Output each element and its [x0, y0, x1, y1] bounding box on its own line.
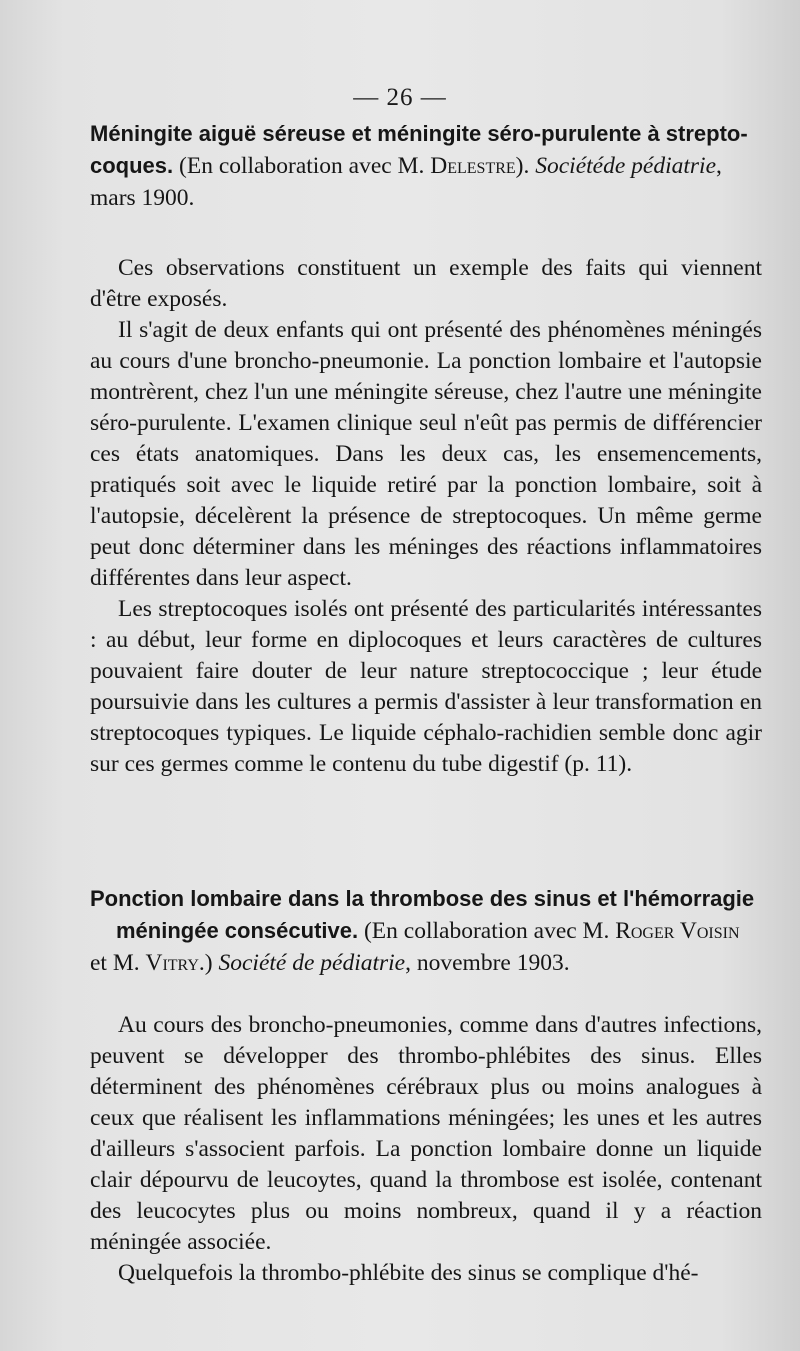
section-1-title-bold: Méningite aiguë séreuse et méningite séro-purulente à strepto-coques.	[90, 121, 748, 178]
section-2-title-close: .)	[198, 950, 219, 976]
section-1-title-collab: (En collaboration avec M.	[173, 153, 431, 179]
page-number: — 26 —	[353, 84, 447, 111]
section-2-author-1: Roger Voisin	[615, 918, 740, 944]
section-2-title-and: et M.	[90, 950, 146, 976]
section-2-date: , novembre 1903.	[405, 950, 570, 976]
section-1-paragraph-1: Ces observations constituent un exemple des faits qui viennent d'être exposés.	[90, 255, 762, 312]
section-1-journal: Sociétéde pédiatrie	[535, 153, 716, 179]
section-2-paragraph-1: Au cours des broncho-pneumonies, comme dans d'autres infections, peuvent se développer des thrombo-phlébites des sinus. Elles déterminent des phénomènes cérébraux plus ou moins analogues à ceux que réalisent les inflammations méningées; les unes et les autres d'ailleurs s'associent parfois. La ponction lombaire donne un liquide clair dépourvu de leucoytes, quand la thrombose est isolée, contenant des leucocytes plus ou moins nombreux, quand il y a réaction méningée associée.	[90, 1012, 762, 1255]
section-2-author-2: Vitry	[145, 950, 199, 976]
section-1-title	[90, 118, 762, 214]
section-2-body	[90, 1010, 762, 1289]
section-1-body	[90, 253, 762, 780]
section-1-author: Delestre	[430, 153, 516, 179]
section-2-title-collab: (En collaboration avec M.	[358, 918, 616, 944]
section-1-date: , mars 1900.	[90, 153, 722, 211]
section-2-paragraph-2: Quelquefois la thrombo-phlébite des sinus se complique d'hé-	[118, 1260, 699, 1286]
section-1-paragraph-2: Il s'agit de deux enfants qui ont présenté des phénomènes méningés au cours d'une broncho-pneumonie. La ponction lombaire et l'autopsie montrèrent, chez l'un une méningite séreuse, chez l'autre une méningite séro-purulente. L'examen clinique seul n'eût pas permis de différencier ces états anatomiques. Dans les deux cas, les ensemencements, pratiqués soit avec le liquide retiré par la ponction lombaire, soit à l'autopsie, décelèrent la présence de streptocoques. Un même germe peut donc déterminer dans les méninges des réactions inflammatoires différentes dans leur aspect.	[90, 317, 762, 591]
section-2-journal: Société de pédiatrie	[218, 950, 406, 976]
section-1-paragraph-3: Les streptocoques isolés ont présenté des particularités intéressantes : au début, leur forme en diplocoques et leurs caractères de cultures pouvaient faire douter de leur nature streptococcique ; leur étude poursuivie dans les cultures a permis d'assister à leur transformation en streptocoques typiques. Le liquide céphalo-rachidien semble donc agir sur ces germes comme le contenu du tube digestif (p. 11).	[90, 596, 762, 777]
section-2-title-bold-2: méningée consécutive.	[116, 918, 359, 943]
section-2-title-bold-1: Ponction lombaire dans la thrombose des sinus et l'hémorragie	[90, 886, 755, 911]
section-2-title	[90, 883, 762, 979]
section-1-title-close: ).	[515, 153, 536, 179]
